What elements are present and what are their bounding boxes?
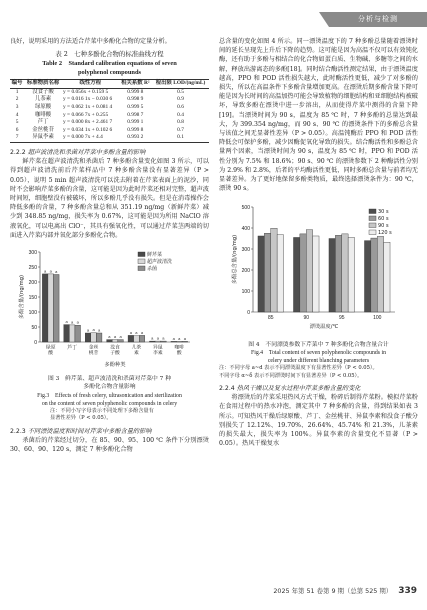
table-cell: 芦丁: [37, 119, 49, 126]
data-label: a: [98, 327, 101, 333]
table-cell: 0.999 8: [127, 126, 144, 133]
table-cell: y = 0.056x + 0.159 5: [63, 88, 109, 95]
data-label: a: [65, 319, 68, 325]
x-tick-label: 素: [134, 350, 139, 356]
data-label: a: [162, 335, 165, 341]
figure-note-2: 不同字母 α~δ 表示不同漂烫时间下有显著差异（P < 0.05）。: [219, 372, 363, 379]
y-tick-label: 250: [28, 264, 37, 271]
legend-label: 30 s: [378, 209, 389, 216]
bar: [48, 274, 54, 342]
table-cell: 0.1: [152, 134, 209, 142]
x-tick-label: 没食: [110, 345, 120, 351]
section-title: 不同漂烫温度和时间对芹菜中多酚含量的影响: [27, 427, 152, 435]
legend-label: 60 s: [378, 216, 389, 223]
bar: [171, 341, 177, 342]
data-label: a: [92, 327, 95, 333]
table-cell: 0.4: [177, 111, 184, 118]
table-header: 相关系数 R²: [119, 80, 153, 89]
y-tick-label: 100: [28, 309, 37, 316]
bar: [85, 333, 91, 342]
x-axis-label: 多酚种类: [104, 361, 126, 368]
legend-label: 90 s: [378, 223, 389, 230]
table-cell: 0.998 7: [127, 111, 144, 118]
table-cell: 0.999 1: [127, 119, 144, 126]
table-header: 检出限 LOD/(ng/mL): [152, 80, 209, 89]
bar: [64, 325, 70, 342]
x-tick-label: 85: [267, 315, 274, 322]
page-number: 339: [398, 586, 417, 596]
bar: [96, 333, 102, 342]
table-cell: 儿茶素: [34, 96, 52, 103]
table-row: [10, 134, 209, 142]
table-header: 线性方程: [62, 80, 119, 89]
table-header: 编号: [10, 80, 24, 89]
table-row: [10, 119, 209, 127]
data-label: a: [86, 327, 90, 333]
y-tick-label: 200: [241, 268, 250, 275]
page-footer: [273, 586, 417, 596]
table-cell: 金丝桃苷: [32, 126, 54, 133]
bar: [134, 336, 140, 342]
legend-label: 鲜芹菜: [147, 251, 163, 258]
legend-label: 超声波清洗: [147, 258, 173, 265]
figure-caption-cn: 图 4 不同漂烫参数下芹菜中 7 种多酚化合物含量合计: [248, 341, 389, 348]
figure-3: [10, 244, 209, 423]
x-tick-label: 李素: [153, 350, 163, 356]
data-label: a: [135, 330, 138, 336]
data-label: a: [119, 334, 122, 340]
section-heading-2-2-3: [10, 427, 209, 436]
table-cell: 5: [15, 119, 19, 126]
bar: [313, 236, 319, 312]
table-caption-en: Table 2 Standard calibration equations of seven: [42, 60, 177, 68]
bar: [42, 274, 48, 342]
bar: [258, 236, 264, 312]
y-tick-label: 300: [241, 247, 250, 254]
data-label: a: [140, 329, 144, 335]
y-tick-label: 100: [241, 289, 250, 296]
bar: [150, 341, 156, 342]
table-cell: y = 0.000 8x + 2.461 7: [63, 119, 113, 126]
journal-issue: 2025 年第 51 卷第 9 期（总第 525 期）: [273, 587, 393, 595]
figure-4-chart: [219, 197, 418, 337]
table-cell: 0.5: [177, 88, 184, 95]
figure-3-chart: [10, 244, 209, 372]
table-cell: 0.998 9: [127, 96, 144, 103]
y-tick-label: 50: [31, 324, 37, 331]
left-column: [10, 37, 209, 454]
bar: [364, 241, 370, 312]
data-label: a: [55, 268, 58, 274]
bar: [161, 341, 167, 342]
x-tick-label: 90: [303, 315, 310, 322]
y-tick-label: 0: [34, 339, 37, 346]
figure-caption-cn-2: 多酚化合物含量影响: [83, 384, 136, 391]
table-cell: 绿原酸: [34, 103, 52, 110]
table-cell: 没食子酸: [32, 88, 54, 95]
figure-note: 注：不同字母 a~d 表示不同漂烫温度下有显著性差异（P < 0.05）。: [219, 365, 378, 372]
data-label: a: [49, 268, 52, 274]
data-label: a: [129, 329, 132, 335]
y-axis-label: 多酚总含量/(ng/mg): [232, 235, 238, 285]
table-cell: y = 0.062 1x + 0.081 4: [63, 103, 113, 110]
paragraph: 良好，说明采用的方法适合芹菜中多酚化合物的定量分析。: [10, 38, 171, 45]
bar: [329, 239, 335, 313]
calibration-table: [10, 79, 209, 143]
figure-caption-cn: 图 3 鲜芹菜、超声波清洗和杀菌对芹菜中 7 种: [47, 376, 172, 383]
table-cell: 0.7: [177, 126, 184, 133]
x-tick-label: 芦丁: [67, 344, 78, 351]
x-tick-label: 100: [373, 315, 382, 322]
table-cell: y = 0.016 1x − 0.030 6: [63, 96, 113, 103]
figure-caption-en-2: on the content of seven polyphenolic compounds in celery: [41, 400, 178, 407]
paragraph: 将漂烫后的芹菜采用热风方式干燥，粉碎后制得芹菜粉。模拟芹菜粉在食用过程中的热水冲泡，测定其中 7 种多酚的含量，得到结果如表 3 所示。可知热风干燥后绿原酸、芦丁、金丝桃苷、异鼠李素和没食子酸分别损失了 12.12%、19.70%、26.64%、45.74% 和 21.3%，儿茶素的损失最大，损失率为 100%。异鼠李素的含量变化不显著（P > 0.05）。热风干燥复水: [219, 394, 418, 448]
table-row: [10, 96, 209, 104]
bar: [75, 325, 81, 342]
table-row: [10, 104, 209, 112]
bar: [264, 234, 270, 313]
table-cell: 3: [15, 103, 19, 110]
section-number: 2.2.3: [10, 427, 26, 435]
bar: [54, 274, 60, 342]
legend-swatch: [369, 230, 376, 235]
section-title: 热风干燥以及复水过程中芹菜多酚含量的变化: [236, 385, 361, 393]
table-cell: 7: [10, 134, 24, 142]
bar: [155, 341, 161, 342]
bar: [118, 340, 124, 342]
bar: [300, 234, 306, 312]
x-tick-label: 桃苷: [88, 350, 99, 356]
legend-swatch: [369, 216, 376, 221]
section-heading-2-2-2: [10, 148, 209, 157]
y-tick-label: 400: [241, 226, 250, 233]
x-tick-label: 酸: [176, 350, 182, 356]
x-axis-label: 漂烫温度/℃: [309, 324, 339, 331]
bar: [277, 235, 283, 312]
bar: [342, 234, 348, 312]
legend-label: 杀菌: [147, 265, 158, 272]
section-badge: 分析与检测: [329, 12, 427, 27]
bar: [128, 335, 134, 342]
bar: [335, 236, 341, 313]
x-tick-label: 95: [338, 315, 345, 322]
y-tick-label: 150: [28, 294, 37, 301]
legend-swatch: [369, 209, 376, 214]
data-label: a: [76, 319, 79, 325]
y-axis-label: 多酚含量/(ng/mg): [19, 274, 25, 320]
bar: [306, 230, 312, 312]
paragraph: 总含量的变化如图 4 所示。同一漂烫温度下的 7 种多酚总量随着漂烫时间的延长呈现先上升后下降的趋势。这可能是因为高温不仅可以有效钝化酶，还有助于多酚与相结合的化合物如蛋白质、生物碱、多糖等之间的水解，释放出游离态的多酚[18]。同时结合酶活性测定结果，由于漂烫温度越高，PPO 和 POD 活性损失越大，此时酶活性更低，减少了对多酚的损失，所以在高温条件下多酚含量增加更高。在漂烫后期多酚含量下降可能是因为长时间的高温加热可能会导致植物的细胞结构和亚细胞结构被破坏，导致多酚在漂烫中进一步溶出，从而使得芹菜中测得的含量下降[19]。当漂烫时间为 90 s，温度为 85 ℃ 时，7 种多酚的总量达到最大，为 399.354 ng/mg，而 90 s、90 ℃ 的漂烫条件下的多酚总含量与该值之间无显著性差异（P > 0.05）。高温钝酶后 PPO 和 POD 活性降低会可保护多酚，减少因酶促氧化导致的损失。结合酶活性和多酚总含量两个因素，当漂烫时间为 90 s，温度为 85 ℃ 时，PPO 和 POD 活性分别为 7.5% 和 18.6%；90 s、90 ℃ 的漂烫参数下 2 种酶活性分别为 2.9% 和 2.8%，后者的平均酶活性更低，同时多酚总含量与前者均无显著差异。为了更好地保留多酚类物质，最终选择漂烫条件为：90 ℃，漂烫 90 s。: [219, 38, 418, 193]
data-label: a: [44, 268, 47, 274]
bar: [177, 341, 183, 342]
table-cell: 1: [15, 88, 19, 95]
bar: [348, 238, 354, 313]
table-caption-en-2: polyphenol compounds: [77, 69, 142, 77]
data-label: a: [183, 335, 186, 341]
bar: [91, 333, 97, 342]
figure-caption-en: Fig.4 Total content of seven polyphenolic compounds in: [251, 349, 386, 356]
data-label: a: [156, 335, 159, 341]
legend-label: 120 s: [378, 230, 392, 237]
section-number: 2.2.4: [219, 385, 235, 393]
data-label: a: [151, 335, 154, 341]
data-label: a: [71, 319, 74, 325]
legend-swatch: [369, 223, 376, 228]
bar: [293, 238, 299, 313]
table-cell: 0.8: [177, 119, 184, 126]
x-tick-label: 子酸: [110, 350, 120, 356]
x-tick-label: 酸: [48, 350, 54, 356]
table-cell: 0.999 8: [127, 88, 144, 95]
data-label: a: [113, 334, 117, 340]
legend-swatch: [138, 259, 145, 264]
table-cell: 4: [15, 111, 19, 118]
bar: [384, 243, 390, 313]
table-cell: 0.9: [177, 96, 184, 103]
figure-caption-en-2: celery under different blanching parameters: [267, 358, 370, 365]
table-2: [10, 50, 209, 143]
x-tick-label: 绿原: [45, 345, 56, 351]
table-cell: 0.6: [177, 103, 184, 110]
bar: [182, 341, 188, 342]
x-tick-label: 异鼠: [153, 345, 163, 351]
bar: [69, 325, 75, 342]
table-cell: y = 0.034 1x + 0.102 6: [63, 126, 113, 133]
section-heading-2-2-4: [219, 384, 418, 393]
bar: [107, 340, 113, 342]
table-header: 标准物质名称: [24, 80, 62, 89]
bar: [271, 229, 277, 313]
table-cell: y = 0.000 7x + 4.4: [62, 134, 119, 142]
legend-swatch: [138, 266, 145, 271]
data-label: a: [172, 335, 175, 341]
table-cell: 0.993 2: [119, 134, 153, 142]
y-tick-label: 500: [241, 205, 250, 212]
bar: [371, 239, 377, 313]
paragraph: 鲜芹菜在超声波清洗和杀菌后 7 种多酚含量变化如图 3 所示，可以得到超声波清洗前后芹菜样品中 7 种多酚含量没有显著差异（P > 0.05），说明 5 min 超声波清洗可以洗去附着在芹菜表面上的泥沙，同时不会影响芹菜多酚的含量，这可能是因为此时芹菜还相对完整，超声波时间短，细胞壁没有被破坏，所以多酚几乎没有损失。但是在消毒操作会降低多酚的含量，7 种多酚含量总和从 351.19 ng/mg（新鲜芹菜）减少到 348.85 ng/mg，损失率为 0.67%，这可能是因为所用 NaClO 溶液氧化，可以电离出 ClO⁻，其具有强氧化性，可以通过芹菜茎两端的切面进入芹菜内部并氧化部分多酚化合物。: [10, 158, 209, 239]
x-tick-label: 咖啡: [174, 345, 185, 351]
section-title: 超声波清洗和杀菌对芹菜中多酚含量的影响: [27, 148, 146, 156]
figure-note-2: 显著性差异（P < 0.05）。: [50, 415, 112, 422]
y-tick-label: 300: [28, 249, 37, 256]
table-cell: y = 0.066 7x + 0.255: [63, 111, 109, 118]
data-label: a: [178, 335, 181, 341]
right-column: [219, 37, 418, 449]
bar: [377, 237, 383, 313]
y-tick-label: 200: [28, 279, 37, 286]
table-cell: 2: [15, 96, 19, 103]
y-tick-label: 0: [247, 310, 250, 317]
figure-4: [219, 197, 418, 380]
bar: [112, 340, 118, 342]
table-cell: 咖啡酸: [34, 111, 52, 118]
bar: [139, 335, 145, 342]
table-cell: 0.999 5: [127, 103, 144, 110]
figure-caption-en: Fig.3 Effects of fresh celery, ultrasonication and sterilization: [37, 392, 182, 399]
x-tick-label: 金丝: [88, 345, 99, 351]
data-label: a: [108, 334, 111, 340]
table-cell: 异鼠李素: [24, 134, 62, 142]
table-caption-cn: 表 2 七种多酚化合物的标准曲线方程: [55, 50, 164, 59]
table-cell: 6: [15, 126, 19, 133]
section-number: 2.2.2: [10, 148, 26, 156]
x-tick-label: 儿茶: [131, 345, 142, 351]
legend-swatch: [138, 252, 145, 257]
figure-note: 注：不同小写字母表示不同处理下多酚含量有: [50, 408, 154, 414]
paragraph: 杀菌后的芹菜经过切分，在 85、90、95、100 ℃ 条件下分别漂烫 30、60、90、120 s，测定 7 种多酚化合物: [10, 437, 209, 454]
